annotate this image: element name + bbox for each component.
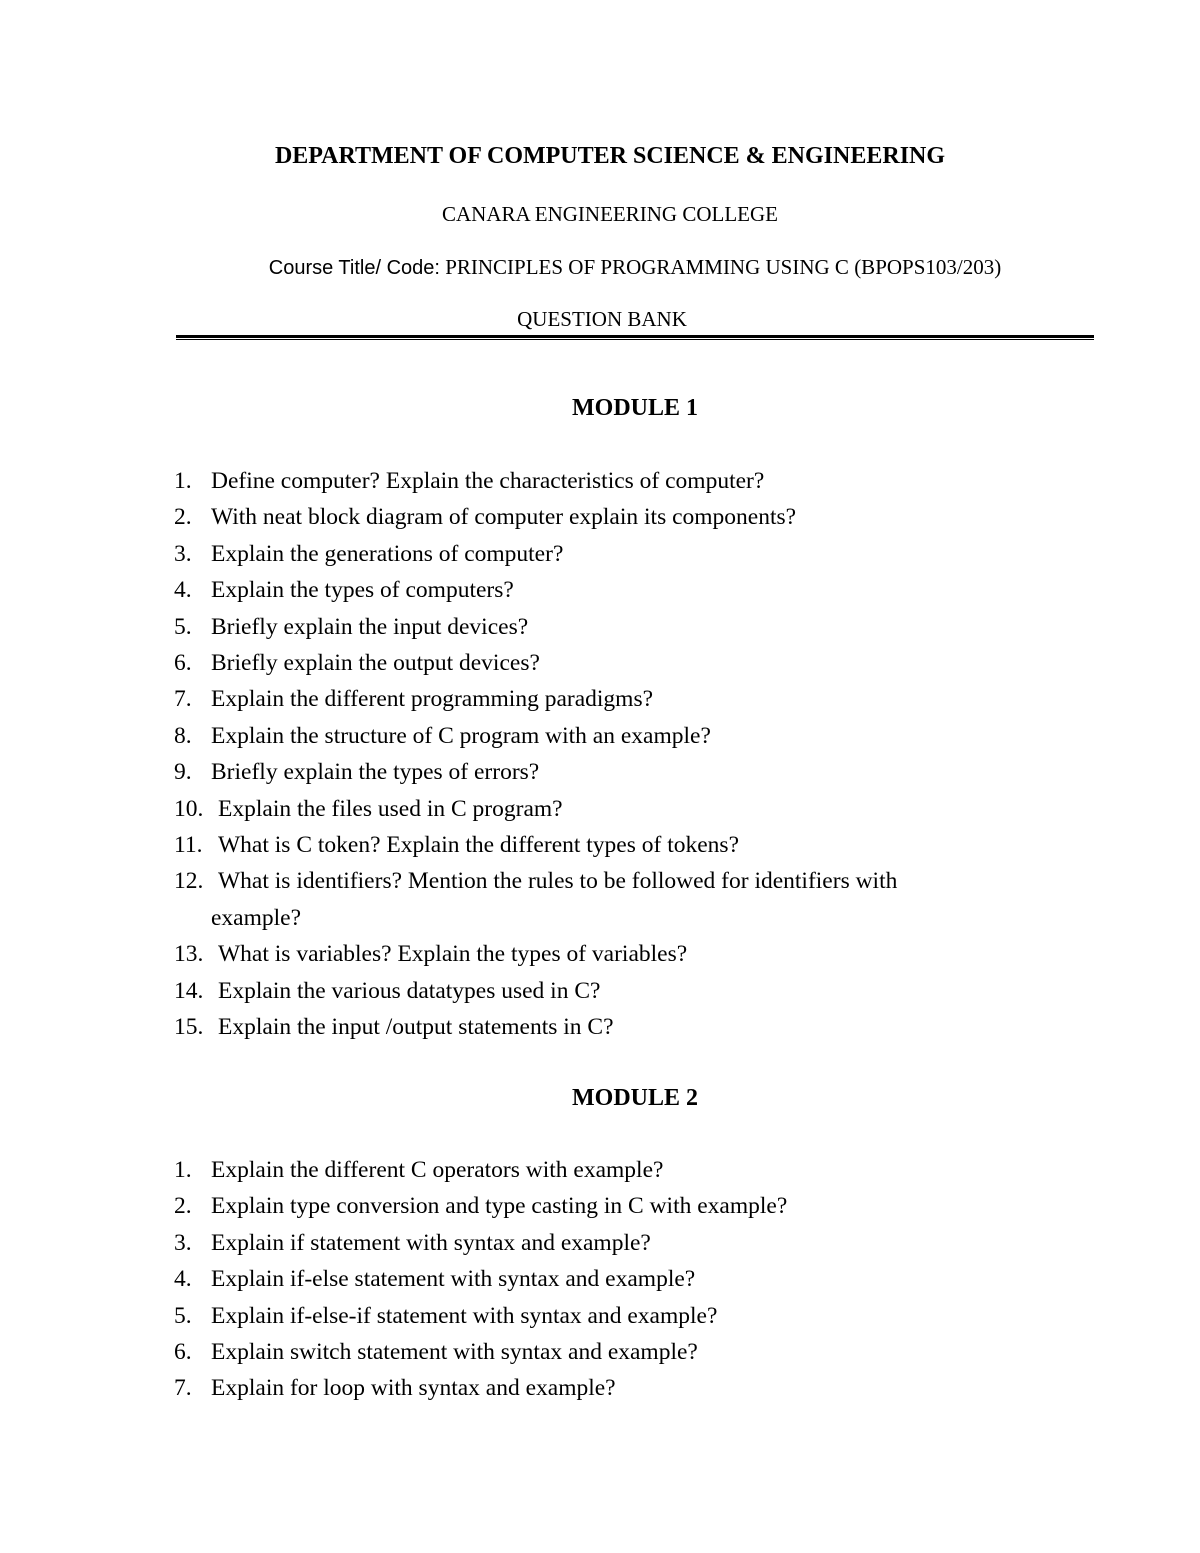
question-text: Explain the files used in C program? xyxy=(218,795,563,822)
question-text: Explain the input /output statements in C? xyxy=(218,1014,614,1041)
question-text: What is C token? Explain the different types of tokens? xyxy=(218,832,739,859)
question-number: 4. xyxy=(174,577,192,604)
question-item xyxy=(174,1298,1074,1334)
question-item xyxy=(174,572,1074,608)
question-text: Explain switch statement with syntax and example? xyxy=(211,1339,698,1366)
question-number: 3. xyxy=(174,1229,192,1256)
question-number: 12. xyxy=(174,868,204,895)
question-text: Explain type conversion and type casting in C with example? xyxy=(211,1193,788,1220)
college-name: CANARA ENGINEERING COLLEGE xyxy=(442,202,778,226)
question-item xyxy=(174,1188,1074,1224)
header-divider xyxy=(176,335,1094,338)
question-number: 2. xyxy=(174,504,192,531)
question-item xyxy=(174,681,1074,717)
question-number: 5. xyxy=(174,1302,192,1329)
question-text-continued: example? xyxy=(211,904,302,931)
question-text: What is identifiers? Mention the rules to be followed for identifiers with xyxy=(218,868,898,895)
question-text: Explain if-else statement with syntax and example? xyxy=(211,1266,696,1293)
question-text: Explain the generations of computer? xyxy=(211,540,564,567)
question-number: 3. xyxy=(174,540,192,567)
question-item xyxy=(174,645,1074,681)
course-label: Course Title/ Code: xyxy=(268,257,440,279)
question-item xyxy=(174,1152,1074,1188)
department-heading: DEPARTMENT OF COMPUTER SCIENCE & ENGINEERING xyxy=(274,143,946,169)
question-number: 1. xyxy=(174,1157,192,1183)
module-1-question-list xyxy=(174,463,1074,1046)
question-item xyxy=(174,791,1074,827)
question-number: 4. xyxy=(174,1266,192,1293)
module-2-title: MODULE 2 xyxy=(572,1085,698,1111)
question-number: 15. xyxy=(174,1014,204,1041)
question-text: Explain the different C operators with example? xyxy=(211,1157,664,1183)
question-number: 14. xyxy=(174,977,204,1004)
question-item xyxy=(174,609,1074,645)
question-number: 7. xyxy=(174,1375,192,1402)
question-text: With neat block diagram of computer explain its components? xyxy=(211,504,797,531)
question-number: 5. xyxy=(174,613,192,640)
question-text: Explain the structure of C program with an example? xyxy=(211,722,711,749)
question-item xyxy=(174,718,1074,754)
question-text: Explain if statement with syntax and example? xyxy=(211,1229,651,1256)
question-item xyxy=(174,936,1074,972)
header-divider-thin xyxy=(176,339,1094,340)
question-number: 2. xyxy=(174,1193,192,1220)
question-item xyxy=(174,1370,1074,1406)
question-number: 10. xyxy=(174,795,204,822)
question-item xyxy=(174,863,1074,936)
question-number: 6. xyxy=(174,650,192,677)
question-item xyxy=(174,463,1074,499)
document-type: QUESTION BANK xyxy=(517,307,687,331)
question-item xyxy=(174,1009,1074,1045)
question-item xyxy=(174,827,1074,863)
question-text: Briefly explain the input devices? xyxy=(211,613,529,640)
question-number: 8. xyxy=(174,722,192,749)
question-number: 11. xyxy=(174,832,203,859)
question-item xyxy=(174,1261,1074,1297)
question-text: Define computer? Explain the characteristics of computer? xyxy=(211,468,765,494)
question-item xyxy=(174,973,1074,1009)
question-number: 6. xyxy=(174,1339,192,1366)
question-text: Explain the different programming paradigms? xyxy=(211,686,654,713)
question-number: 13. xyxy=(174,941,204,968)
module-2-question-list xyxy=(174,1152,1074,1407)
question-item xyxy=(174,754,1074,790)
question-number: 1. xyxy=(174,468,192,494)
course-title: PRINCIPLES OF PROGRAMMING USING C (BPOPS103/203) xyxy=(445,255,1002,279)
question-text: Briefly explain the output devices? xyxy=(211,650,540,677)
question-item xyxy=(174,1225,1074,1261)
question-item xyxy=(174,536,1074,572)
course-line xyxy=(35,255,1200,280)
question-text: Briefly explain the types of errors? xyxy=(211,759,540,786)
question-item xyxy=(174,499,1074,535)
question-text: What is variables? Explain the types of variables? xyxy=(218,941,688,968)
question-text: Explain the types of computers? xyxy=(211,577,514,604)
question-number: 7. xyxy=(174,686,192,713)
question-item xyxy=(174,1334,1074,1370)
question-text: Explain the various datatypes used in C? xyxy=(218,977,601,1004)
question-text: Explain if-else-if statement with syntax and example? xyxy=(211,1302,718,1329)
question-text: Explain for loop with syntax and example? xyxy=(211,1375,616,1402)
module-1-title: MODULE 1 xyxy=(572,395,698,421)
question-number: 9. xyxy=(174,759,192,786)
